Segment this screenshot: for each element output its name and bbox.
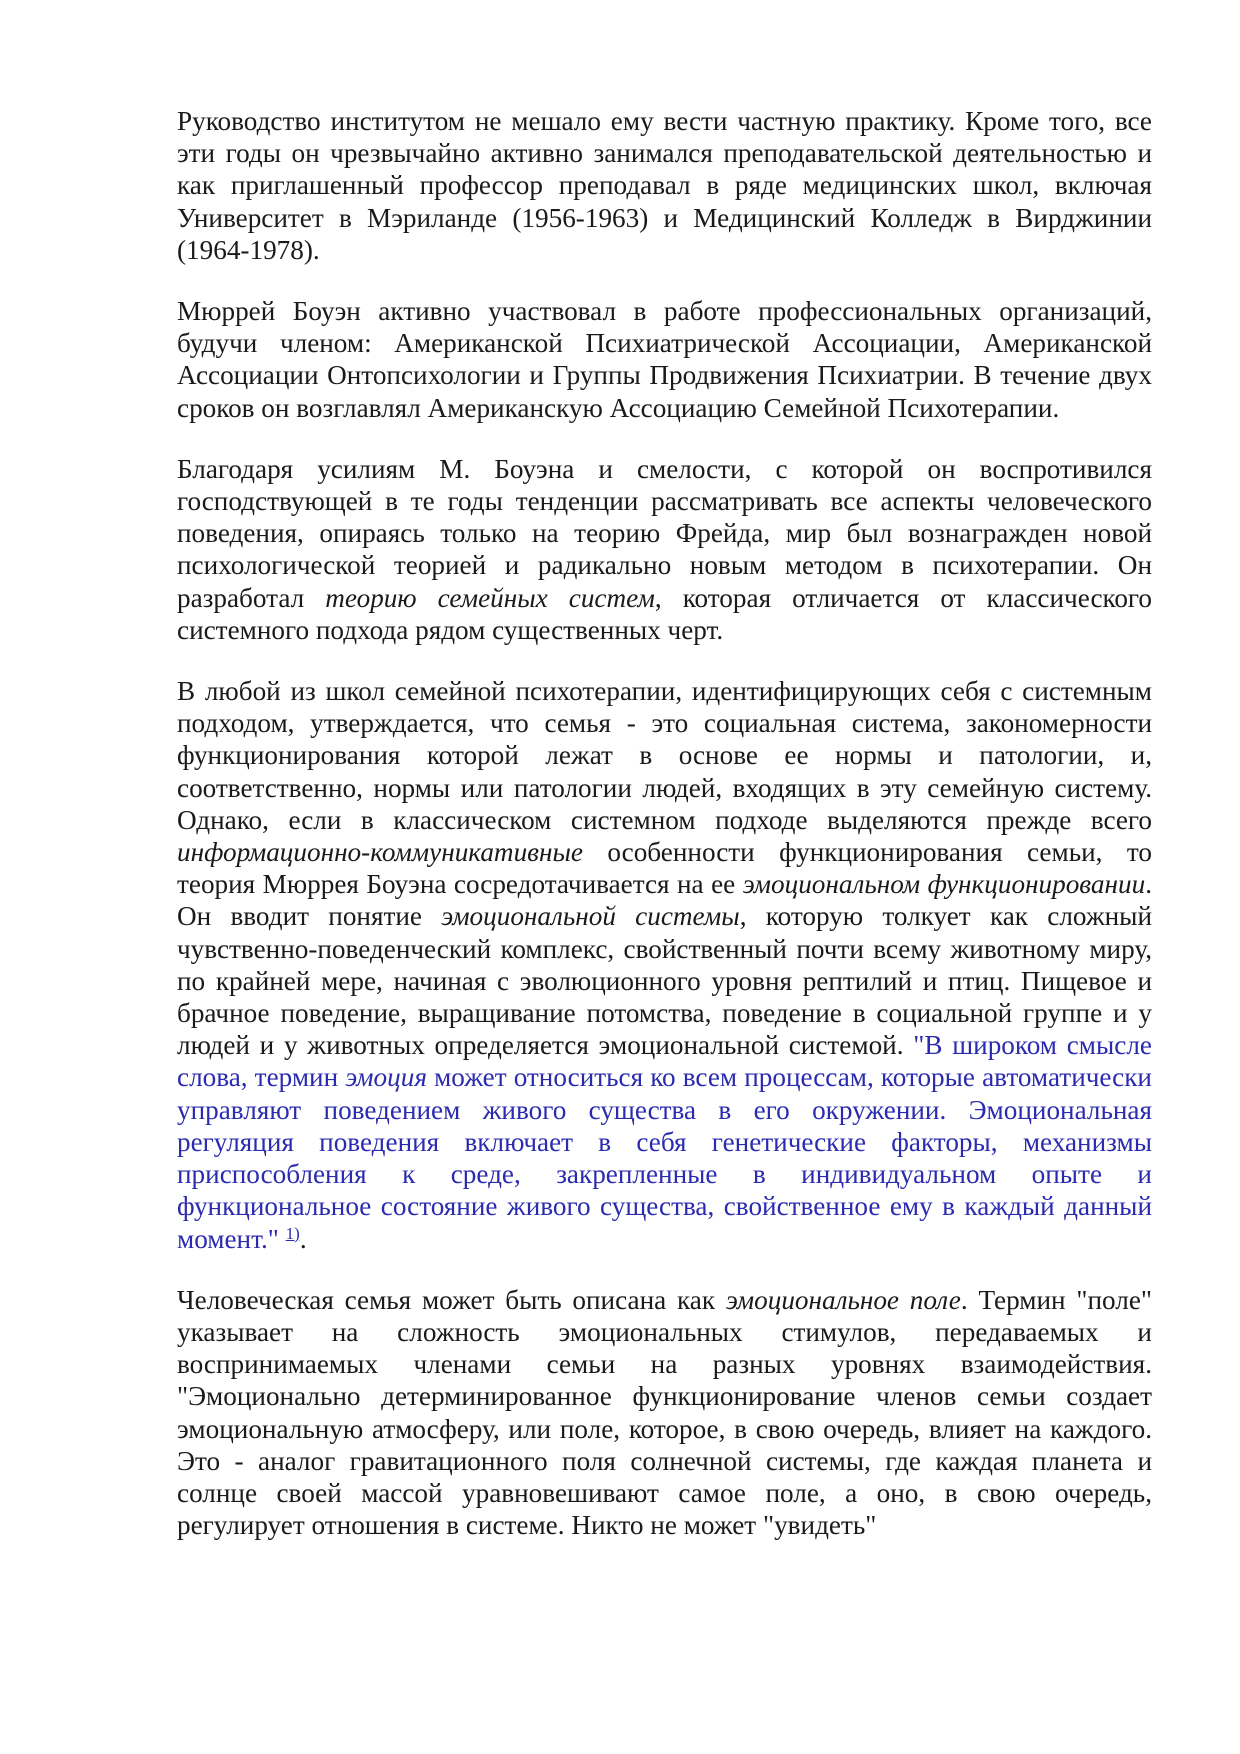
text-span: , которая отличается от классического системного подхода рядом существенных черт. bbox=[177, 582, 1152, 645]
italic-term: информационно-коммуникативные bbox=[177, 837, 583, 868]
paragraph-3 bbox=[177, 453, 1152, 646]
paragraph-4 bbox=[177, 675, 1152, 1255]
quotation bbox=[177, 1030, 1152, 1253]
text-span: . Он вводит понятие bbox=[177, 869, 1152, 932]
quote-italic-term: эмоция bbox=[345, 1062, 427, 1093]
text-span: . Термин "поле" указывает на сложность эмоциональных стимулов, передаваемых и воспринимаемых членами семьи на разных уровнях взаимодействия. "Эмоционально детерминированное функционирование членов семьи создает эмоциональную атмосферу, или поле, которое, в свою очередь, влияет на каждого. Это - аналог гравитационного поля солнечной системы, где каждая планета и солнце своей массой уравновешивают самое поле, а оно, в свою очередь, регулирует отношения в системе. Никто не может "увидеть" bbox=[177, 1284, 1152, 1541]
text-span: , которую толкует как сложный чувственно-поведенческий комплекс, свойственный почти всему животному миру, по крайней мере, начиная с эволюционного уровня рептилий и птиц. Пищевое и брачное поведение, выращивание потомства, поведение в социальной группе и у людей и у животных определяется эмоциональной системой. bbox=[177, 901, 1152, 1061]
text-span: В любой из школ семейной психотерапии, идентифицирующих себя с системным подходом, утверждается, что семья - это социальная система, закономерности функционирования которой лежат в основе ее нормы и патологии, и, соответственно, нормы или патологии людей, входящих в эту семейную систему. Однако, если в классическом системном подходе выделяются прежде всего bbox=[177, 676, 1152, 835]
text-span: Благодаря усилиям М. Боуэна и смелости, с которой он воспротивился господствующей в те годы тенденции рассматривать все аспекты человеческого поведения, опираясь только на теорию Фрейда, мир был вознагражден новой психологической теорией и радикально новым методом в психотерапии. Он разработал bbox=[177, 453, 1152, 613]
quote-text: может относиться ко всем процессам, которые автоматически управляют поведением живого существа в его окружении. Эмоциональная регуляция поведения включает в себя генетические факторы, механизмы приспособления к среде, закрепленные в индивидуальном опыте и функциональное состояние живого существа, свойственное ему в каждый данный момент." bbox=[177, 1062, 1152, 1254]
paragraph-2: Мюррей Боуэн активно участвовал в работе профессиональных организаций, будучи членом: Американской Психиатрической Ассоциации, Американской Ассоциации Онтопсихологии и Группы Продвижения Психиатрии. В течение двух сроков он возглавлял Американскую Ассоциацию Семейной Психотерапии. bbox=[177, 296, 1152, 423]
footnote-link[interactable]: 1) bbox=[285, 1223, 300, 1243]
text-span: . bbox=[299, 1223, 307, 1254]
text-span: особенности функционирования семьи, то теория Мюррея Боуэна сосредотачивается на ее bbox=[177, 837, 1152, 900]
italic-term: эмоциональном функционировании bbox=[742, 869, 1146, 900]
quote-text: "В широком смысле слова, термин bbox=[177, 1030, 1152, 1093]
italic-term: эмоциональной системы bbox=[441, 901, 740, 932]
italic-term: теорию семейных систем bbox=[325, 582, 655, 613]
text-span: Человеческая семья может быть описана как bbox=[177, 1284, 726, 1315]
document-page bbox=[177, 105, 1152, 1541]
paragraph-5 bbox=[177, 1284, 1152, 1542]
paragraph-1: Руководство институтом не мешало ему вести частную практику. Кроме того, все эти годы он чрезвычайно активно занимался преподавательской деятельностью и как приглашенный профессор преподавал в ряде медицинских школ, включая Университет в Мэриланде (1956-1963) и Медицинский Колледж в Вирджинии (1964-1978). bbox=[177, 106, 1152, 265]
italic-term: эмоциональное поле bbox=[725, 1284, 961, 1315]
